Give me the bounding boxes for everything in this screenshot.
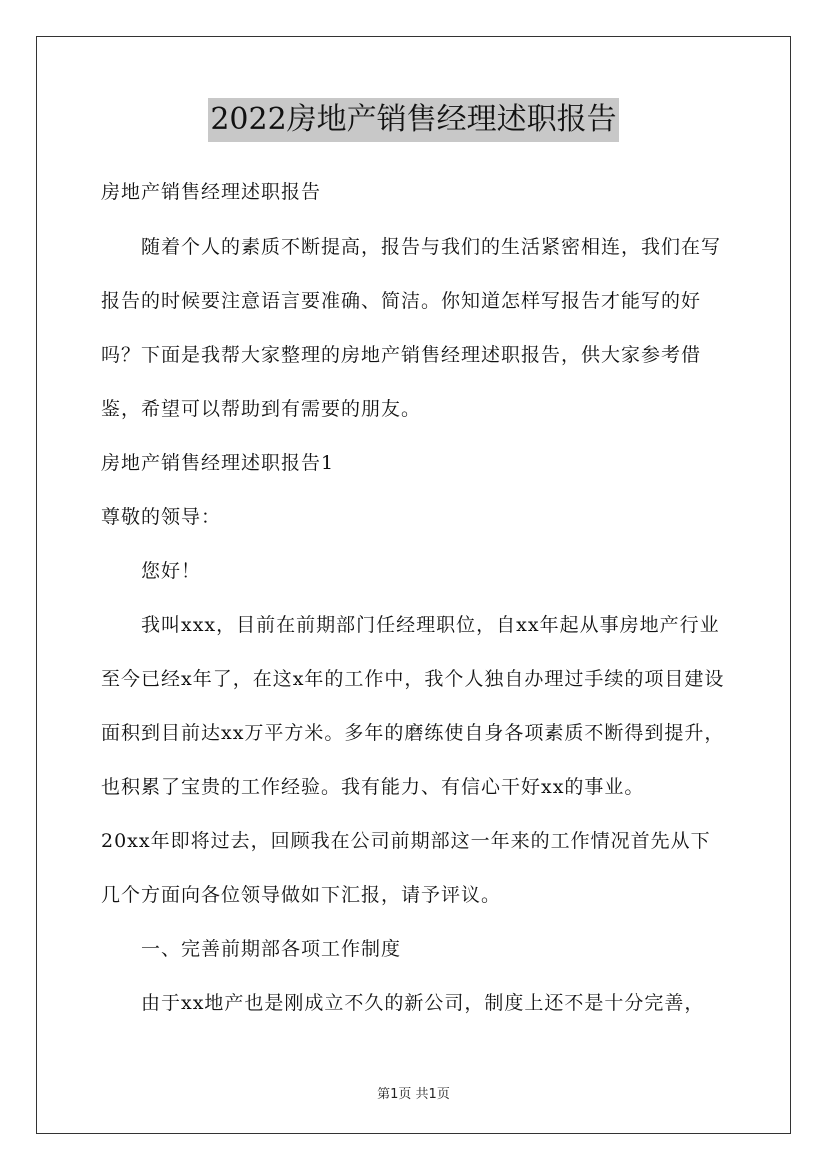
salutation-paragraph: 尊敬的领导： — [101, 506, 222, 528]
document-title — [0, 98, 827, 142]
page-footer: 第1页 共1页 — [377, 1087, 450, 1102]
subtitle-paragraph: 房地产销售经理述职报告 — [101, 181, 322, 203]
review-paragraph: 20xx年即将过去，回顾我在公司前期部这一年来的工作情况首先从下几个方面向各位领导做如下汇报，请予评议。 — [101, 830, 711, 906]
intro-paragraph: 随着个人的素质不断提高，报告与我们的生活紧密相连，我们在写报告的时候要注意语言要准确、简洁。你知道怎样写报告才能写的好吗？下面是我帮大家整理的房地产销售经理述职报告，供大家参考借鉴，希望可以帮助到有需要的朋友。 — [101, 236, 722, 420]
section-heading-improve: 一、完善前期部各项工作制度 — [141, 938, 402, 960]
body-paragraph: 由于xx地产也是刚成立不久的新公司，制度上还不是十分完善， — [141, 992, 705, 1014]
section-heading-1: 房地产销售经理述职报告1 — [101, 452, 335, 474]
greeting-paragraph: 您好！ — [141, 560, 202, 582]
self-intro-paragraph: 我叫xxx，目前在前期部门任经理职位，自xx年起从事房地产行业至今已经x年了，在这x年的工作中，我个人独自办理过手续的项目建设面积到目前达xx万平方米。多年的磨练使自身各项素质不断得到提升，也积累了宝贵的工作经验。我有能力、有信心干好xx的事业。 — [101, 614, 725, 798]
document-title-text: 2022房地产销售经理述职报告 — [208, 98, 618, 142]
